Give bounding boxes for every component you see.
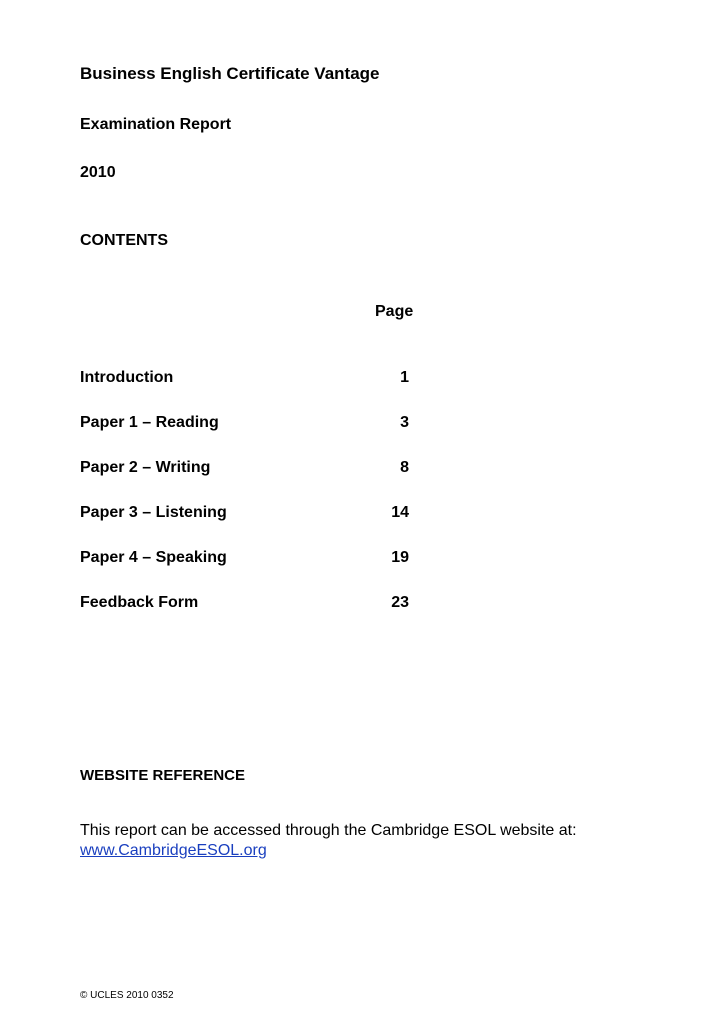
- toc-page-paper-4-speaking: 19: [391, 549, 409, 566]
- toc-label-paper-1-reading: Paper 1 – Reading: [80, 414, 219, 431]
- toc-label-paper-4-speaking: Paper 4 – Speaking: [80, 549, 227, 566]
- page-column-heading: Page: [375, 303, 414, 320]
- toc-page-introduction: 1: [400, 369, 409, 386]
- toc-label-introduction: Introduction: [80, 369, 174, 386]
- toc-page-paper-1-reading: 3: [400, 414, 409, 431]
- website-reference-heading: WEBSITE REFERENCE: [80, 767, 246, 784]
- website-link[interactable]: www.CambridgeESOL.org: [80, 842, 267, 859]
- toc-page-paper-2-writing: 8: [400, 459, 409, 476]
- document-title: Business English Certificate Vantage: [80, 64, 380, 83]
- toc-label-paper-3-listening: Paper 3 – Listening: [80, 504, 227, 521]
- toc-label-paper-2-writing: Paper 2 – Writing: [80, 459, 211, 476]
- toc-label-feedback-form: Feedback Form: [80, 594, 199, 611]
- website-reference-text: This report can be accessed through the Cambridge ESOL website at:: [80, 822, 577, 839]
- document-subtitle: Examination Report: [80, 116, 232, 133]
- document-year: 2010: [80, 164, 116, 181]
- contents-heading: CONTENTS: [80, 232, 168, 249]
- copyright-footer: © UCLES 2010 0352: [80, 990, 174, 1001]
- toc-page-paper-3-listening: 14: [391, 504, 409, 521]
- toc-page-feedback-form: 23: [391, 594, 409, 611]
